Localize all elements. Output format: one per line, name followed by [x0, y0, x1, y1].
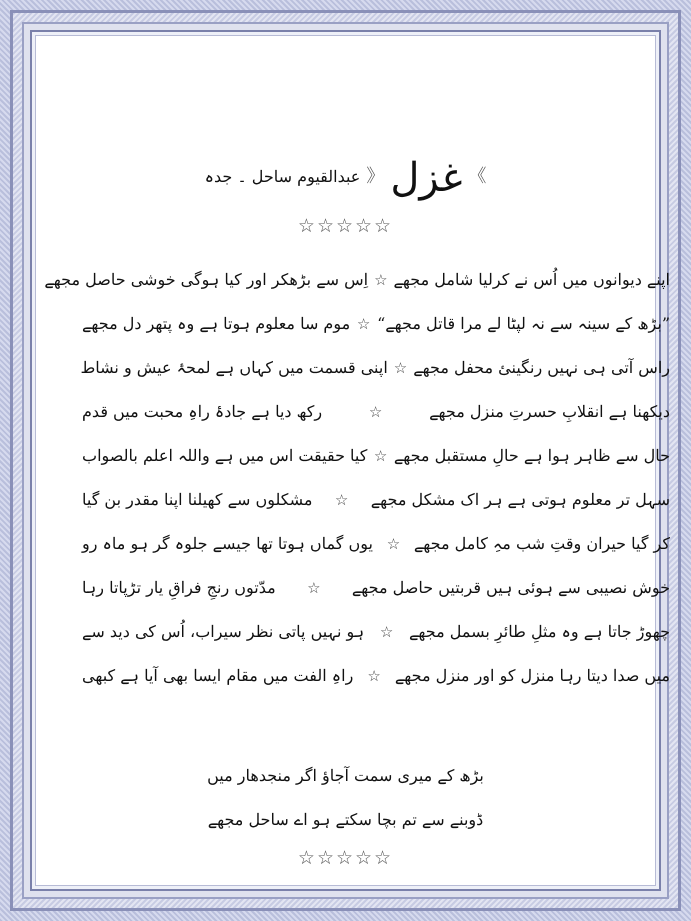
stars-divider-bottom: ☆☆☆☆☆	[297, 847, 394, 869]
couplet-second-hemistich: موم سا معلوم ہوتا ہے وہ پتھر دل مجھے	[82, 314, 351, 333]
star-separator: ☆	[373, 447, 388, 465]
star-separator: ☆	[374, 271, 388, 289]
star-separator: ☆	[334, 491, 349, 509]
couplet-first-hemistich: دیکھنا ہے انقلابِ حسرتِ منزل مجھے	[429, 402, 670, 421]
couplet	[82, 434, 670, 478]
couplet-second-hemistich: اپنی قسمت میں کہاں ہے لمحۂ عیش و نشاط	[80, 358, 388, 377]
poem-body	[44, 258, 670, 698]
couplet	[82, 346, 670, 390]
author-name: عبدالقیوم ساحل ۔ جدہ	[204, 167, 361, 186]
couplet-second-hemistich: رکھ دیا ہے جادۂ راہِ محبت میں قدم	[82, 402, 323, 421]
poem-paper	[30, 30, 670, 891]
couplet	[44, 258, 670, 302]
couplet	[82, 302, 670, 346]
star-separator: ☆	[367, 667, 381, 685]
star-separator: ☆	[368, 403, 383, 421]
closing-line-1: بڑھ کے میری سمت آجاؤ اگر منجدھار میں	[207, 766, 484, 785]
couplet-first-hemistich: چھوڑ جاتا ہے وہ مثلِ طائرِ بسمل مجھے	[409, 622, 670, 641]
couplet-second-hemistich: مدّتوں رنجِ فراقِ یار تڑپاتا رہا	[82, 578, 276, 597]
page-title: غزل	[390, 155, 463, 201]
closing-couplet	[32, 754, 659, 842]
header	[32, 138, 659, 201]
star-separator: ☆	[356, 315, 371, 333]
couplet-second-hemistich: اِس سے بڑھکر اور کیا ہوگی خوشی حاصل مجھے	[44, 270, 369, 289]
couplet-second-hemistich: راہِ الفت میں مقام ایسا بھی آیا ہے کبھی	[82, 666, 354, 685]
couplet	[82, 654, 670, 698]
couplet-first-hemistich: میں صدا دیتا رہا منزل کو اور منزل مجھے	[394, 666, 670, 685]
couplet-second-hemistich: یوں گماں ہوتا تھا جیسے جلوہ گر ہو ماہ رو	[82, 534, 373, 553]
couplet-first-hemistich: ”بڑھ کے سینہ سے نہ لپٹا لے مرا قاتل مجھے“	[377, 314, 670, 333]
couplet	[82, 566, 670, 610]
couplet-first-hemistich: راس آتی ہی نہیں رنگینئ محفل مجھے	[413, 358, 670, 377]
couplet	[82, 522, 670, 566]
closing-line-2: ڈوبنے سے تم بچا سکتے ہو اے ساحل مجھے	[207, 810, 484, 829]
couplet-second-hemistich: مشکلوں سے کھیلنا اپنا مقدر بن گیا	[82, 490, 313, 509]
couplet-first-hemistich: حال سے ظاہر ہوا ہے حالِ مستقبل مجھے	[393, 446, 670, 465]
couplet-first-hemistich: خوش نصیبی سے ہوئی ہیں قربتیں حاصل مجھے	[351, 578, 670, 597]
couplet	[82, 390, 670, 434]
couplet-first-hemistich: کر گیا حیران وقتِ شب مہِ کامل مجھے	[413, 534, 670, 553]
couplet-second-hemistich: ہو نہیں پاتی نظر سیراب، اُس کی دید سے	[82, 622, 365, 641]
stars-divider-top: ☆☆☆☆☆	[297, 215, 394, 237]
star-separator: ☆	[307, 579, 321, 597]
couplet-first-hemistich: سہل تر معلوم ہوتی ہے ہر اک مشکل مجھے	[370, 490, 670, 509]
star-separator: ☆	[386, 535, 401, 553]
star-separator: ☆	[393, 359, 408, 377]
couplet	[82, 478, 670, 522]
bracket-ornament-left: 《	[366, 166, 385, 187]
couplet-first-hemistich: اپنے دیوانوں میں اُس نے کرلیا شامل مجھے	[393, 270, 670, 289]
couplet-second-hemistich: کیا حقیقت اس میں ہے واللہ اعلم بالصواب	[82, 446, 368, 465]
couplet	[82, 610, 670, 654]
star-separator: ☆	[379, 623, 394, 641]
bracket-ornament-right: 》	[468, 166, 487, 187]
